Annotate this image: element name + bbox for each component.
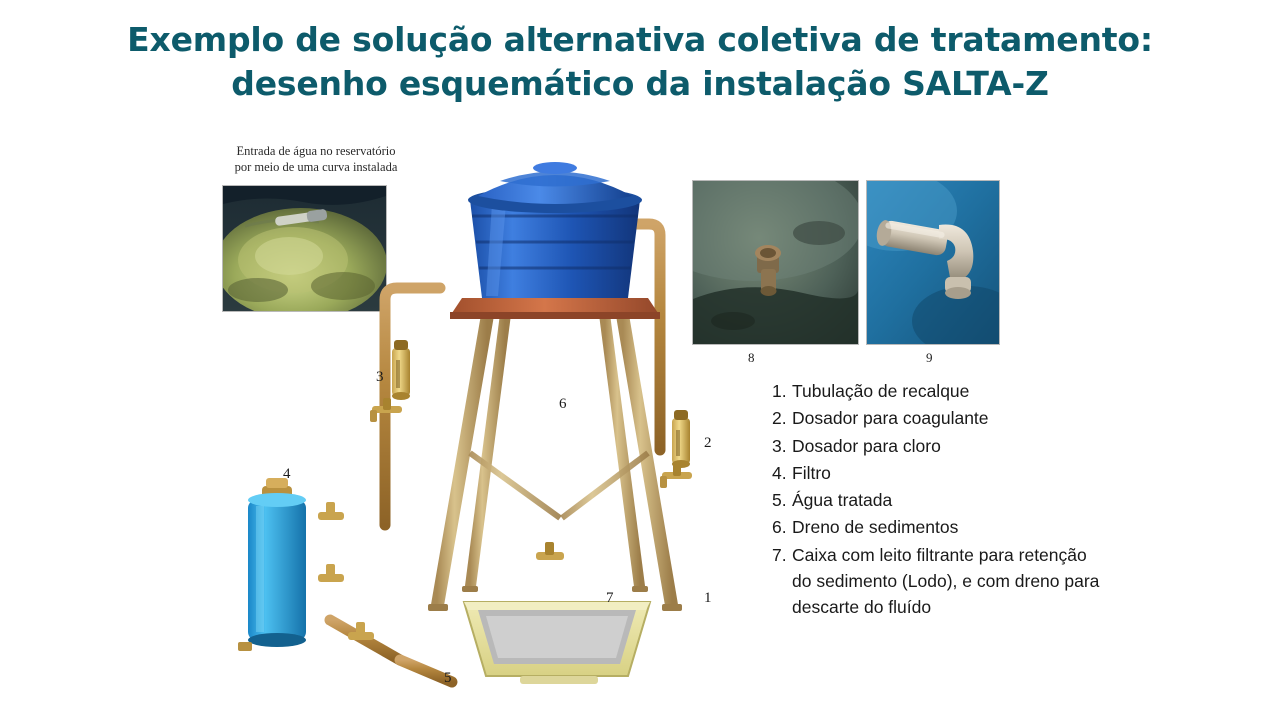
- legend-number-7: 7.: [772, 544, 787, 565]
- page-title-line-1: Exemplo de solução alternativa coletiva de tratamento:: [127, 20, 1153, 59]
- callout-6: 6: [559, 396, 567, 412]
- inlet-caption-line-1: Entrada de água no reservatório: [236, 144, 396, 158]
- legend-item-5: [772, 487, 1102, 513]
- legend-number-5: 5.: [772, 490, 787, 510]
- legend-item-3: [772, 433, 1102, 459]
- legend-item-6: [772, 514, 1102, 540]
- sediment-tray: [464, 602, 650, 684]
- legend-number-4: 4.: [772, 462, 787, 483]
- callout-7: 7: [606, 590, 614, 606]
- legend-text-7: Caixa com leito filtrante para retenção do sedimento (Lodo), e com dreno para descarte do fluído: [792, 544, 1100, 617]
- legend-text-1: Tubulação de recalque: [792, 381, 970, 401]
- legend-item-2: [772, 405, 1102, 431]
- photo-label-8: 8: [748, 350, 755, 365]
- legend-text-6: Dreno de sedimentos: [792, 517, 959, 538]
- page-title-line-2: desenho esquemático da instalação SALTA-Z: [231, 63, 1049, 103]
- callout-2: 2: [704, 435, 712, 451]
- legend-text-2: Dosador para coagulante: [792, 408, 989, 429]
- legend-number-1: 1.: [772, 381, 787, 401]
- callout-1: 1: [704, 590, 712, 606]
- legend-text-5: Água tratada: [792, 490, 893, 510]
- callout-4: 4: [283, 466, 291, 482]
- legend-list: [772, 378, 1102, 621]
- page-title: [60, 18, 1220, 105]
- callout-3: 3: [376, 369, 384, 385]
- legend-item-1: [772, 378, 1102, 404]
- legend-text-4: Filtro: [792, 462, 831, 483]
- photo-label-9: 9: [926, 350, 933, 365]
- legend-number-6: 6.: [772, 517, 787, 538]
- legend-number-2: 2.: [772, 408, 787, 429]
- legend-item-7: [772, 542, 1102, 621]
- schematic-diagram: [0, 120, 1280, 720]
- callout-5: 5: [444, 670, 452, 686]
- legend-number-3: 3.: [772, 435, 787, 456]
- legend-text-3: Dosador para cloro: [792, 435, 941, 456]
- filter-unit: [238, 478, 306, 651]
- legend-item-4: [772, 460, 1102, 486]
- inlet-caption-line-2: por meio de uma curva instalada: [234, 159, 398, 174]
